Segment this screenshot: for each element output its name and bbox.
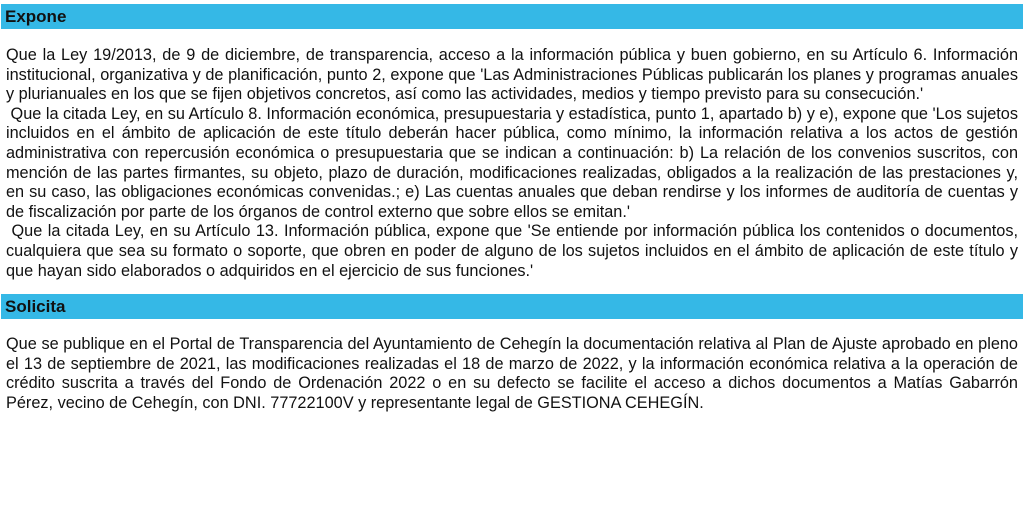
expone-section [0, 4, 1024, 281]
solicita-section [0, 294, 1024, 413]
section-title-solicita: Solicita [1, 294, 1023, 319]
section-title-expone: Expone [1, 4, 1023, 29]
paragraph-articulo-6: Que la Ley 19/2013, de 9 de diciembre, de transparencia, acceso a la información pública y buen gobierno, en su Artículo 6. Información institucional, organizativa y de planificación, punto 2, expone que 'Las Administraciones Públicas publicarán los planes y programas anuales y plurianuales en los que se fijen objetivos concretos, así como las actividades, medios y tiempo previsto para su consecución.' [6, 46, 1023, 104]
section-body-expone [0, 29, 1024, 281]
paragraph-articulo-8: Que la citada Ley, en su Artículo 8. Información económica, presupuestaria y estadística, punto 1, apartado b) y e), expone que 'Los sujetos incluidos en el ámbito de aplicación de este título deberán hacer pública, como mínimo, la información relativa a los actos de gestión administrativa con repercusión económica o presupuestaria que se indican a continuación: b) La relación de los convenios suscritos, con mención de las partes firmantes, su objeto, plazo de duración, modificaciones realizadas, obligados a la realización de las prestaciones y, en su caso, las obligaciones económicas convenidas.; e) Las cuentas anuales que deban rendirse y los informes de auditoría de cuentas y de fiscalización por parte de los órganos de control externo que sobre ellos se emitan.' [6, 104, 1023, 221]
paragraph-articulo-13: Que la citada Ley, en su Artículo 13. Información pública, expone que 'Se entiende por información pública los contenidos o documentos, cualquiera que sea su formato o soporte, que obren en poder de alguno de los sujetos incluidos en el ámbito de aplicación de este título y que hayan sido elaborados o adquiridos en el ejercicio de sus funciones.' [6, 222, 1023, 280]
paragraph-solicitud: Que se publique en el Portal de Transparencia del Ayuntamiento de Cehegín la documentación relativa al Plan de Ajuste aprobado en pleno el 13 de septiembre de 2021, las modificaciones realizadas el 18 de marzo de 2022, y la información económica relativa a la operación de crédito suscrita a través del Fondo de Ordenación 2022 o en su defecto se facilite el acceso a dichos documentos a Matías Gabarrón Pérez, vecino de Cehegín, con DNI. 77722100V y representante legal de GESTIONA CEHEGÍN. [6, 335, 1023, 412]
section-body-solicita [0, 319, 1024, 413]
